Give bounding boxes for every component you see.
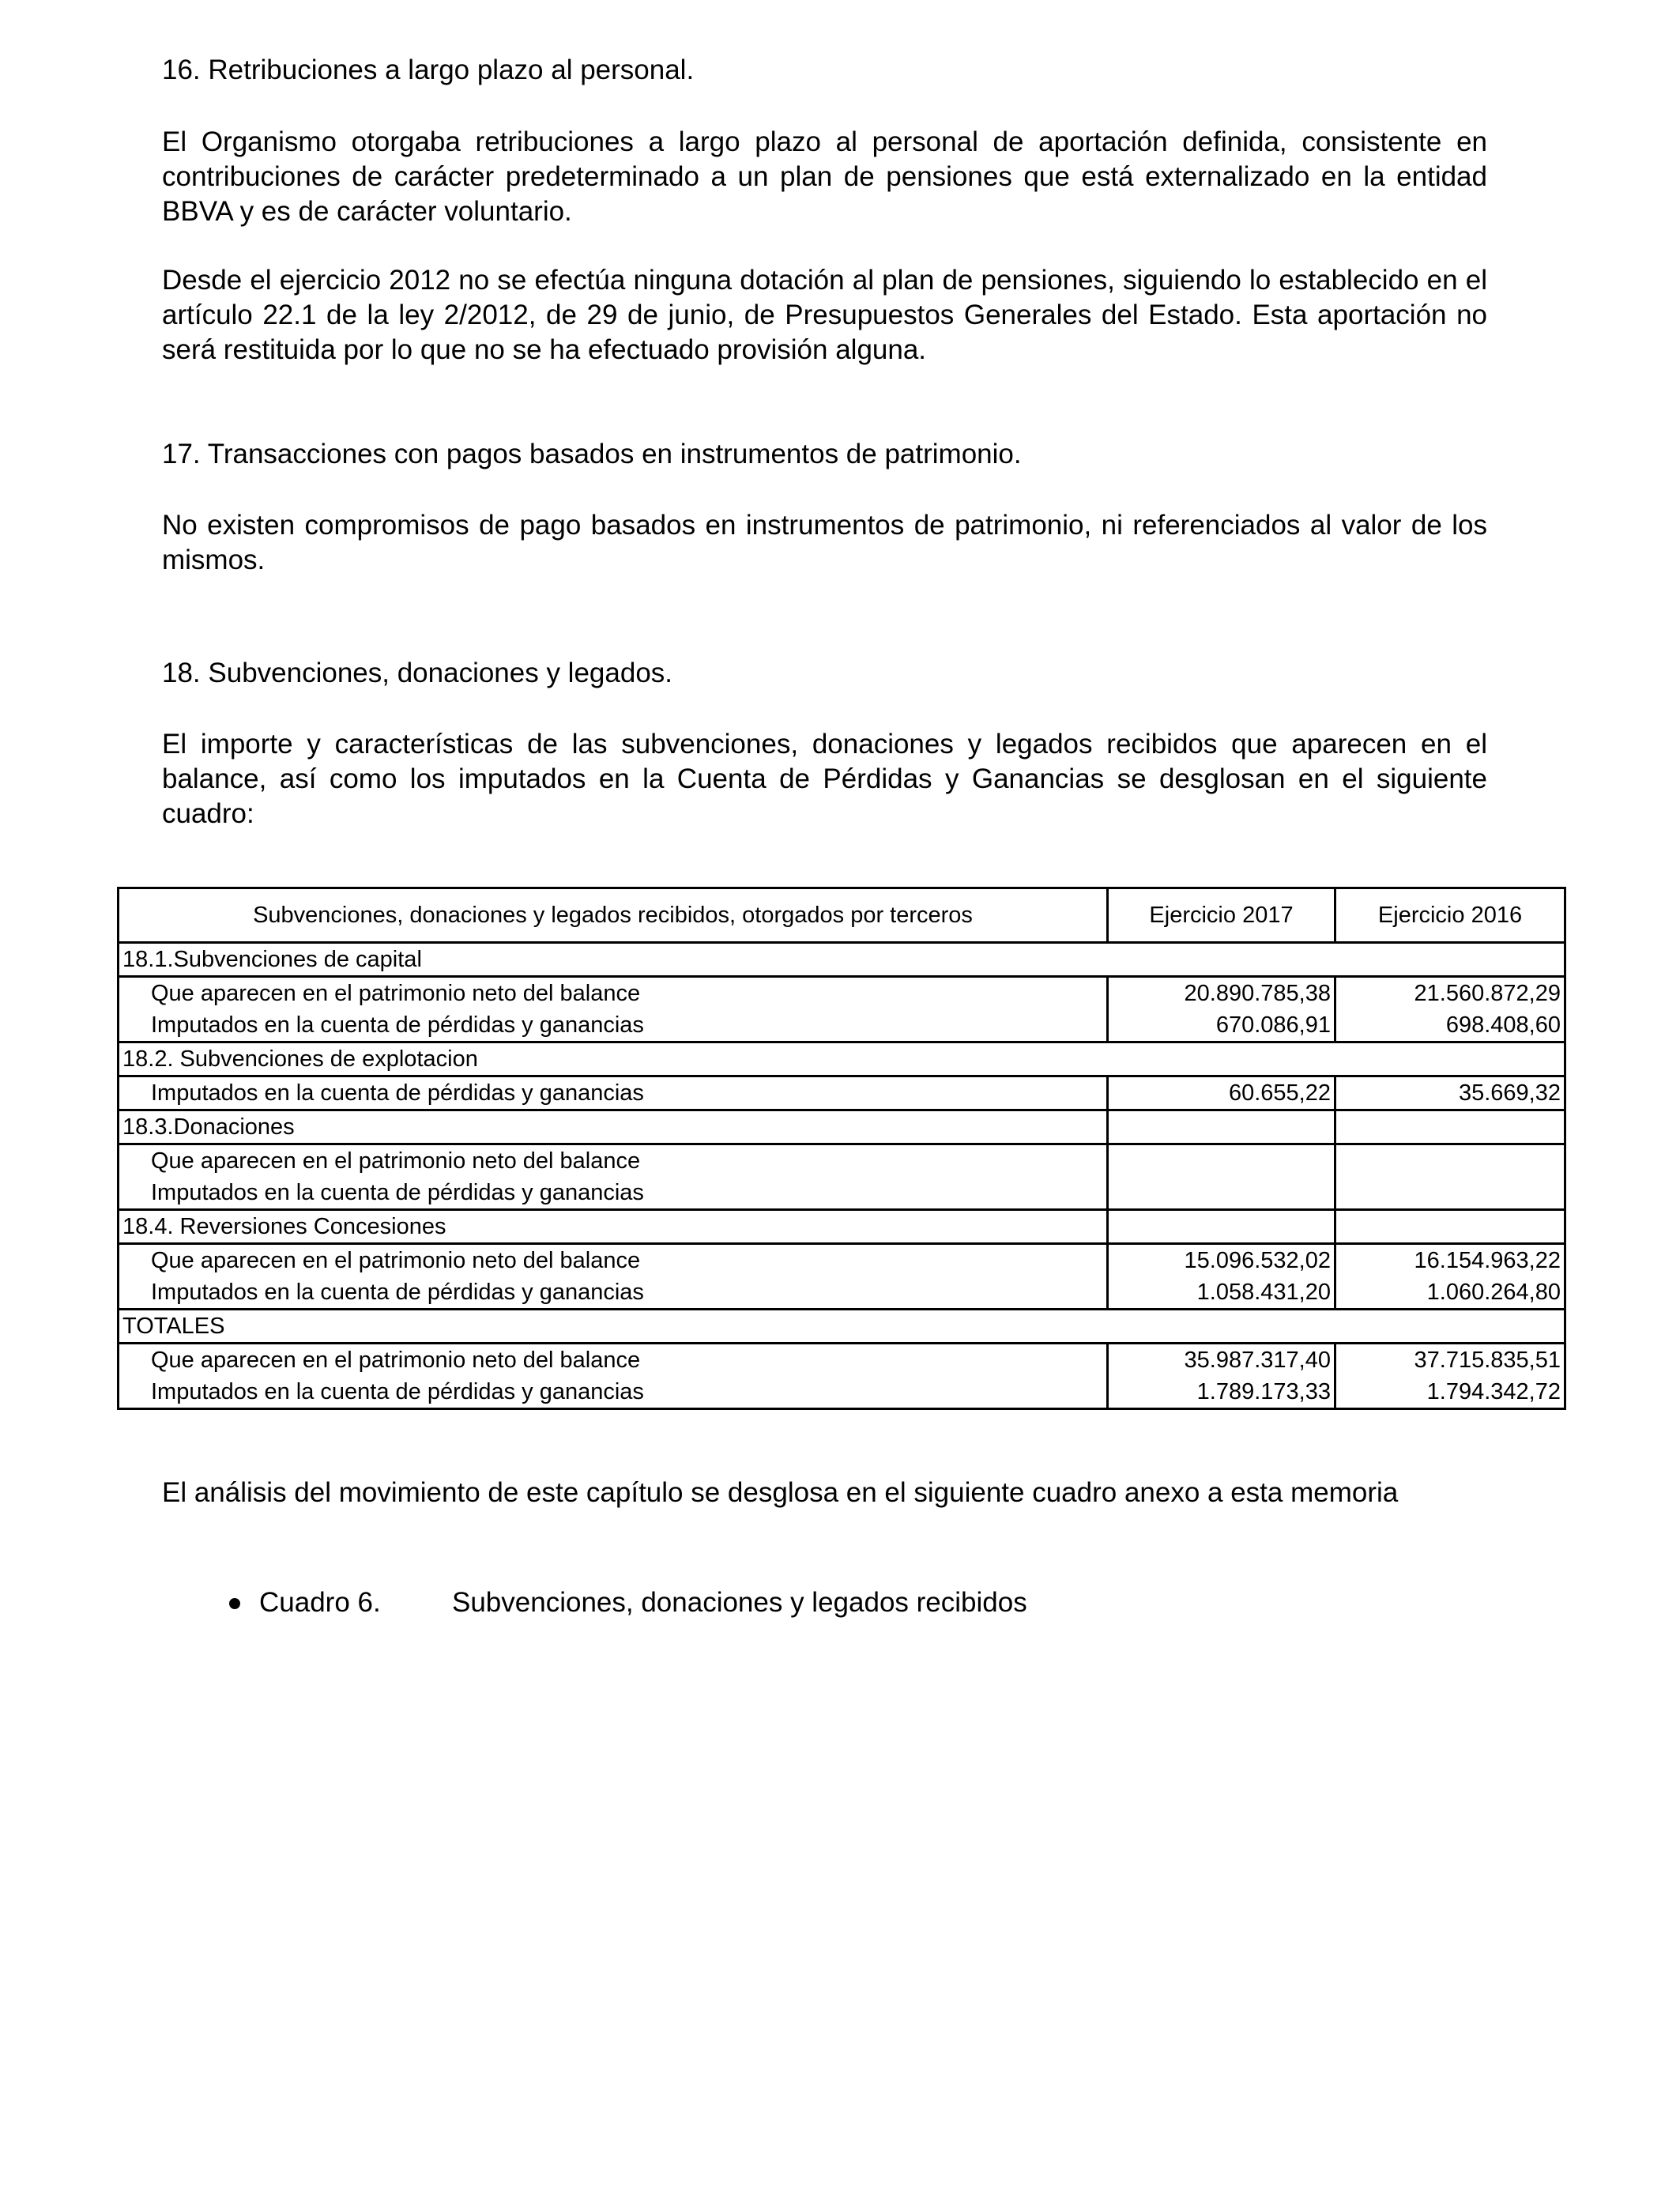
table-cell-2017: 60.655,22 <box>1108 1076 1335 1110</box>
section-16-paragraph-2: Desde el ejercicio 2012 no se efectúa ninguna dotación al plan de pensiones, siguiendo lo establecido en el artículo 22.1 de la ley 2/2012, de 29 de junio, de Presupuestos Generales del Estado. Esta aportación no será restituida por lo que no se ha efectuado provisión alguna. <box>162 265 1487 365</box>
table-cell-2016 <box>1335 1177 1565 1210</box>
table-section-row <box>119 1210 1565 1244</box>
table-row <box>119 1344 1565 1377</box>
table-header-2017: Ejercicio 2017 <box>1108 888 1335 943</box>
table-cell-2017: 1.058.431,20 <box>1108 1276 1335 1310</box>
table-row-label: Que aparecen en el patrimonio neto del balance <box>119 1344 1108 1377</box>
table-row-label: Que aparecen en el patrimonio neto del balance <box>119 1144 1108 1178</box>
table-empty-cell <box>1335 1210 1565 1244</box>
table-row <box>119 1009 1565 1042</box>
table-section-row <box>119 1110 1565 1144</box>
table-row <box>119 1144 1565 1178</box>
table-cell-2016: 16.154.963,22 <box>1335 1244 1565 1277</box>
section-17-paragraph-1: No existen compromisos de pago basados en instrumentos de patrimonio, ni referenciados al valor de los mismos. <box>162 510 1487 575</box>
table-cell-2016: 21.560.872,29 <box>1335 977 1565 1010</box>
section-16-heading: 16. Retribuciones a largo plazo al personal. <box>162 55 695 85</box>
table-row-label: Que aparecen en el patrimonio neto del balance <box>119 977 1108 1010</box>
table-cell-2016: 698.408,60 <box>1335 1009 1565 1042</box>
section-18-heading: 18. Subvenciones, donaciones y legados. <box>162 658 673 688</box>
table-section-title: 18.2. Subvenciones de explotacion <box>119 1042 1565 1076</box>
table-row <box>119 1244 1565 1277</box>
table-row <box>119 1076 1565 1110</box>
table-row-label: Imputados en la cuenta de pérdidas y ganancias <box>119 1276 1108 1310</box>
table-section-title: 18.3.Donaciones <box>119 1110 1108 1144</box>
table-section-title: 18.1.Subvenciones de capital <box>119 943 1565 977</box>
table-section-title: 18.4. Reversiones Concesiones <box>119 1210 1108 1244</box>
table-row-label: Imputados en la cuenta de pérdidas y ganancias <box>119 1376 1108 1409</box>
table-row-label: Que aparecen en el patrimonio neto del balance <box>119 1244 1108 1277</box>
bullet-label: Cuadro 6. <box>259 1587 381 1618</box>
table-cell-2016 <box>1335 1144 1565 1178</box>
table-row <box>119 977 1565 1010</box>
subvenciones-table <box>117 887 1566 1410</box>
table-cell-2016: 1.060.264,80 <box>1335 1276 1565 1310</box>
table-empty-cell <box>1108 1210 1335 1244</box>
table-section-row <box>119 1042 1565 1076</box>
table-header-concept: Subvenciones, donaciones y legados recibidos, otorgados por terceros <box>119 888 1108 943</box>
table-cell-2017: 35.987.317,40 <box>1108 1344 1335 1377</box>
section-16-paragraph-1: El Organismo otorgaba retribuciones a largo plazo al personal de aportación definida, consistente en contribuciones de carácter predeterminado a un plan de pensiones que está externalizado en la entidad BBVA y es de carácter voluntario. <box>162 126 1487 227</box>
table-row <box>119 1276 1565 1310</box>
bullet-description: Subvenciones, donaciones y legados recibidos <box>452 1587 1027 1618</box>
bullet-icon <box>229 1598 240 1609</box>
table-cell-2016: 35.669,32 <box>1335 1076 1565 1110</box>
table-section-title: TOTALES <box>119 1310 1565 1344</box>
table-cell-2017: 15.096.532,02 <box>1108 1244 1335 1277</box>
table-row-label: Imputados en la cuenta de pérdidas y ganancias <box>119 1076 1108 1110</box>
table-empty-cell <box>1335 1110 1565 1144</box>
table-empty-cell <box>1108 1110 1335 1144</box>
section-17-heading: 17. Transacciones con pagos basados en instrumentos de patrimonio. <box>162 439 1022 469</box>
table-cell-2017: 1.789.173,33 <box>1108 1376 1335 1409</box>
table-row-label: Imputados en la cuenta de pérdidas y ganancias <box>119 1177 1108 1210</box>
table-section-row <box>119 943 1565 977</box>
table-cell-2017 <box>1108 1177 1335 1210</box>
table-cell-2016: 1.794.342,72 <box>1335 1376 1565 1409</box>
table-section-row <box>119 1310 1565 1344</box>
table-row <box>119 1177 1565 1210</box>
table-cell-2017 <box>1108 1144 1335 1178</box>
table-cell-2017: 670.086,91 <box>1108 1009 1335 1042</box>
section-18-paragraph-1: El importe y características de las subvenciones, donaciones y legados recibidos que aparecen en el balance, así como los imputados en la Cuenta de Pérdidas y Ganancias se desglosan en el siguiente cuadro: <box>162 729 1487 829</box>
table-cell-2016: 37.715.835,51 <box>1335 1344 1565 1377</box>
table-cell-2017: 20.890.785,38 <box>1108 977 1335 1010</box>
section-18-paragraph-2: El análisis del movimiento de este capítulo se desglosa en el siguiente cuadro anexo a esta memoria <box>162 1477 1399 1508</box>
table-row <box>119 1376 1565 1409</box>
table-header-2016: Ejercicio 2016 <box>1335 888 1565 943</box>
table-row-label: Imputados en la cuenta de pérdidas y ganancias <box>119 1009 1108 1042</box>
table-body <box>119 943 1565 1409</box>
